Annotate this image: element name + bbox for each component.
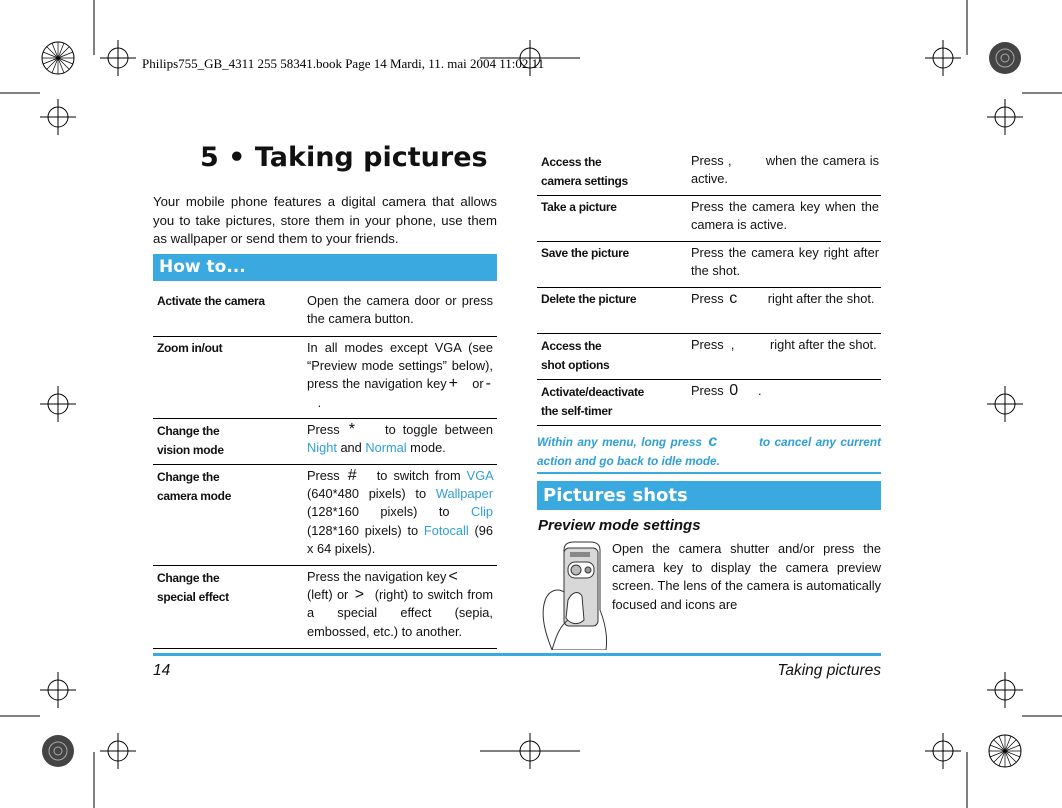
- row-label: Zoom in/out: [157, 341, 223, 355]
- divider: [537, 472, 881, 474]
- footer-rule: [153, 653, 881, 656]
- table-row: [153, 465, 497, 566]
- table-row: [537, 242, 881, 288]
- section-band-pictures-shots: Pictures shots: [537, 481, 881, 510]
- row-description: Press the camera key right after the shot.: [691, 245, 879, 279]
- table-row: [537, 380, 881, 426]
- table-row: [153, 419, 497, 465]
- row-description: Press * to toggle between Night and Normal mode.: [307, 421, 493, 456]
- row-description: Open the camera door or press the camera button.: [307, 293, 493, 327]
- table-row: [153, 283, 497, 337]
- table-row: [537, 334, 881, 380]
- intro-paragraph: Your mobile phone features a digital camera that allows you to take pictures, store them in your phone, use them as wallpaper or send them to your friends.: [153, 194, 497, 246]
- minus-key-icon: -: [485, 375, 491, 393]
- row-label: Change the camera mode: [157, 470, 232, 503]
- table-row: [537, 149, 881, 196]
- row-label: Save the picture: [541, 246, 629, 260]
- row-description: Press the camera key when the camera is active.: [691, 199, 879, 233]
- row-description: Press 0 .: [691, 382, 762, 399]
- zero-key-icon: 0: [729, 382, 739, 399]
- c-key-icon: c: [708, 433, 718, 450]
- row-description: Press the navigation key < (left) or > (right) to switch from a special effect (sepia, embossed, etc.) to another.: [307, 568, 494, 639]
- c-key-icon: c: [729, 290, 738, 307]
- hash-key-icon: #: [347, 467, 357, 484]
- row-description: Press c right after the shot.: [691, 290, 875, 307]
- subheading: Preview mode settings: [538, 517, 701, 534]
- note-text: Within any menu, long press c to cancel any current action and go back to idle mode.: [537, 433, 881, 468]
- row-description: In all modes except VGA (see “Preview mode settings” below), press the navigation key + or - .: [307, 340, 493, 410]
- table-row: [153, 337, 497, 419]
- row-label: Take a picture: [541, 200, 617, 214]
- page-title: 5 • Taking pictures: [200, 142, 488, 173]
- preview-paragraph: Open the camera shutter and/or press the camera key to display the camera preview screen. The lens of the camera is automatically focused and icons are: [612, 541, 881, 612]
- row-label: Activate/deactivate the self-timer: [541, 385, 645, 418]
- plus-key-icon: +: [448, 375, 458, 393]
- footer-section-title: Taking pictures: [777, 662, 881, 679]
- row-label: Change the vision mode: [157, 424, 224, 457]
- section-band-how-to: How to...: [153, 254, 497, 281]
- row-description: Press , when the camera is active.: [691, 153, 880, 187]
- star-key-icon: *: [348, 421, 355, 438]
- page-number: 14: [153, 662, 171, 679]
- row-description: Press # to switch from VGA (640*480 pixels) to Wallpaper (128*160 pixels) to Clip (128*160 pixels) to Fotocall (96 x 64 pixels).: [307, 467, 494, 556]
- row-label: Access the shot options: [541, 339, 610, 372]
- row-label: Change the special effect: [157, 571, 229, 604]
- left-key-icon: <: [448, 568, 458, 585]
- row-label: Delete the picture: [541, 292, 637, 306]
- right-key-icon: >: [354, 586, 365, 604]
- table-row: [537, 288, 881, 334]
- row-label: Activate the camera: [157, 294, 265, 308]
- phone-camera-illustration: [538, 540, 610, 650]
- row-description: Press , right after the shot.: [691, 337, 877, 352]
- row-label: Access the camera settings: [541, 155, 628, 188]
- table-row: [537, 196, 881, 242]
- table-row: [153, 566, 497, 649]
- print-header: Philips755_GB_4311 255 58341.book Page 14 Mardi, 11. mai 2004 11:02 11: [142, 56, 545, 71]
